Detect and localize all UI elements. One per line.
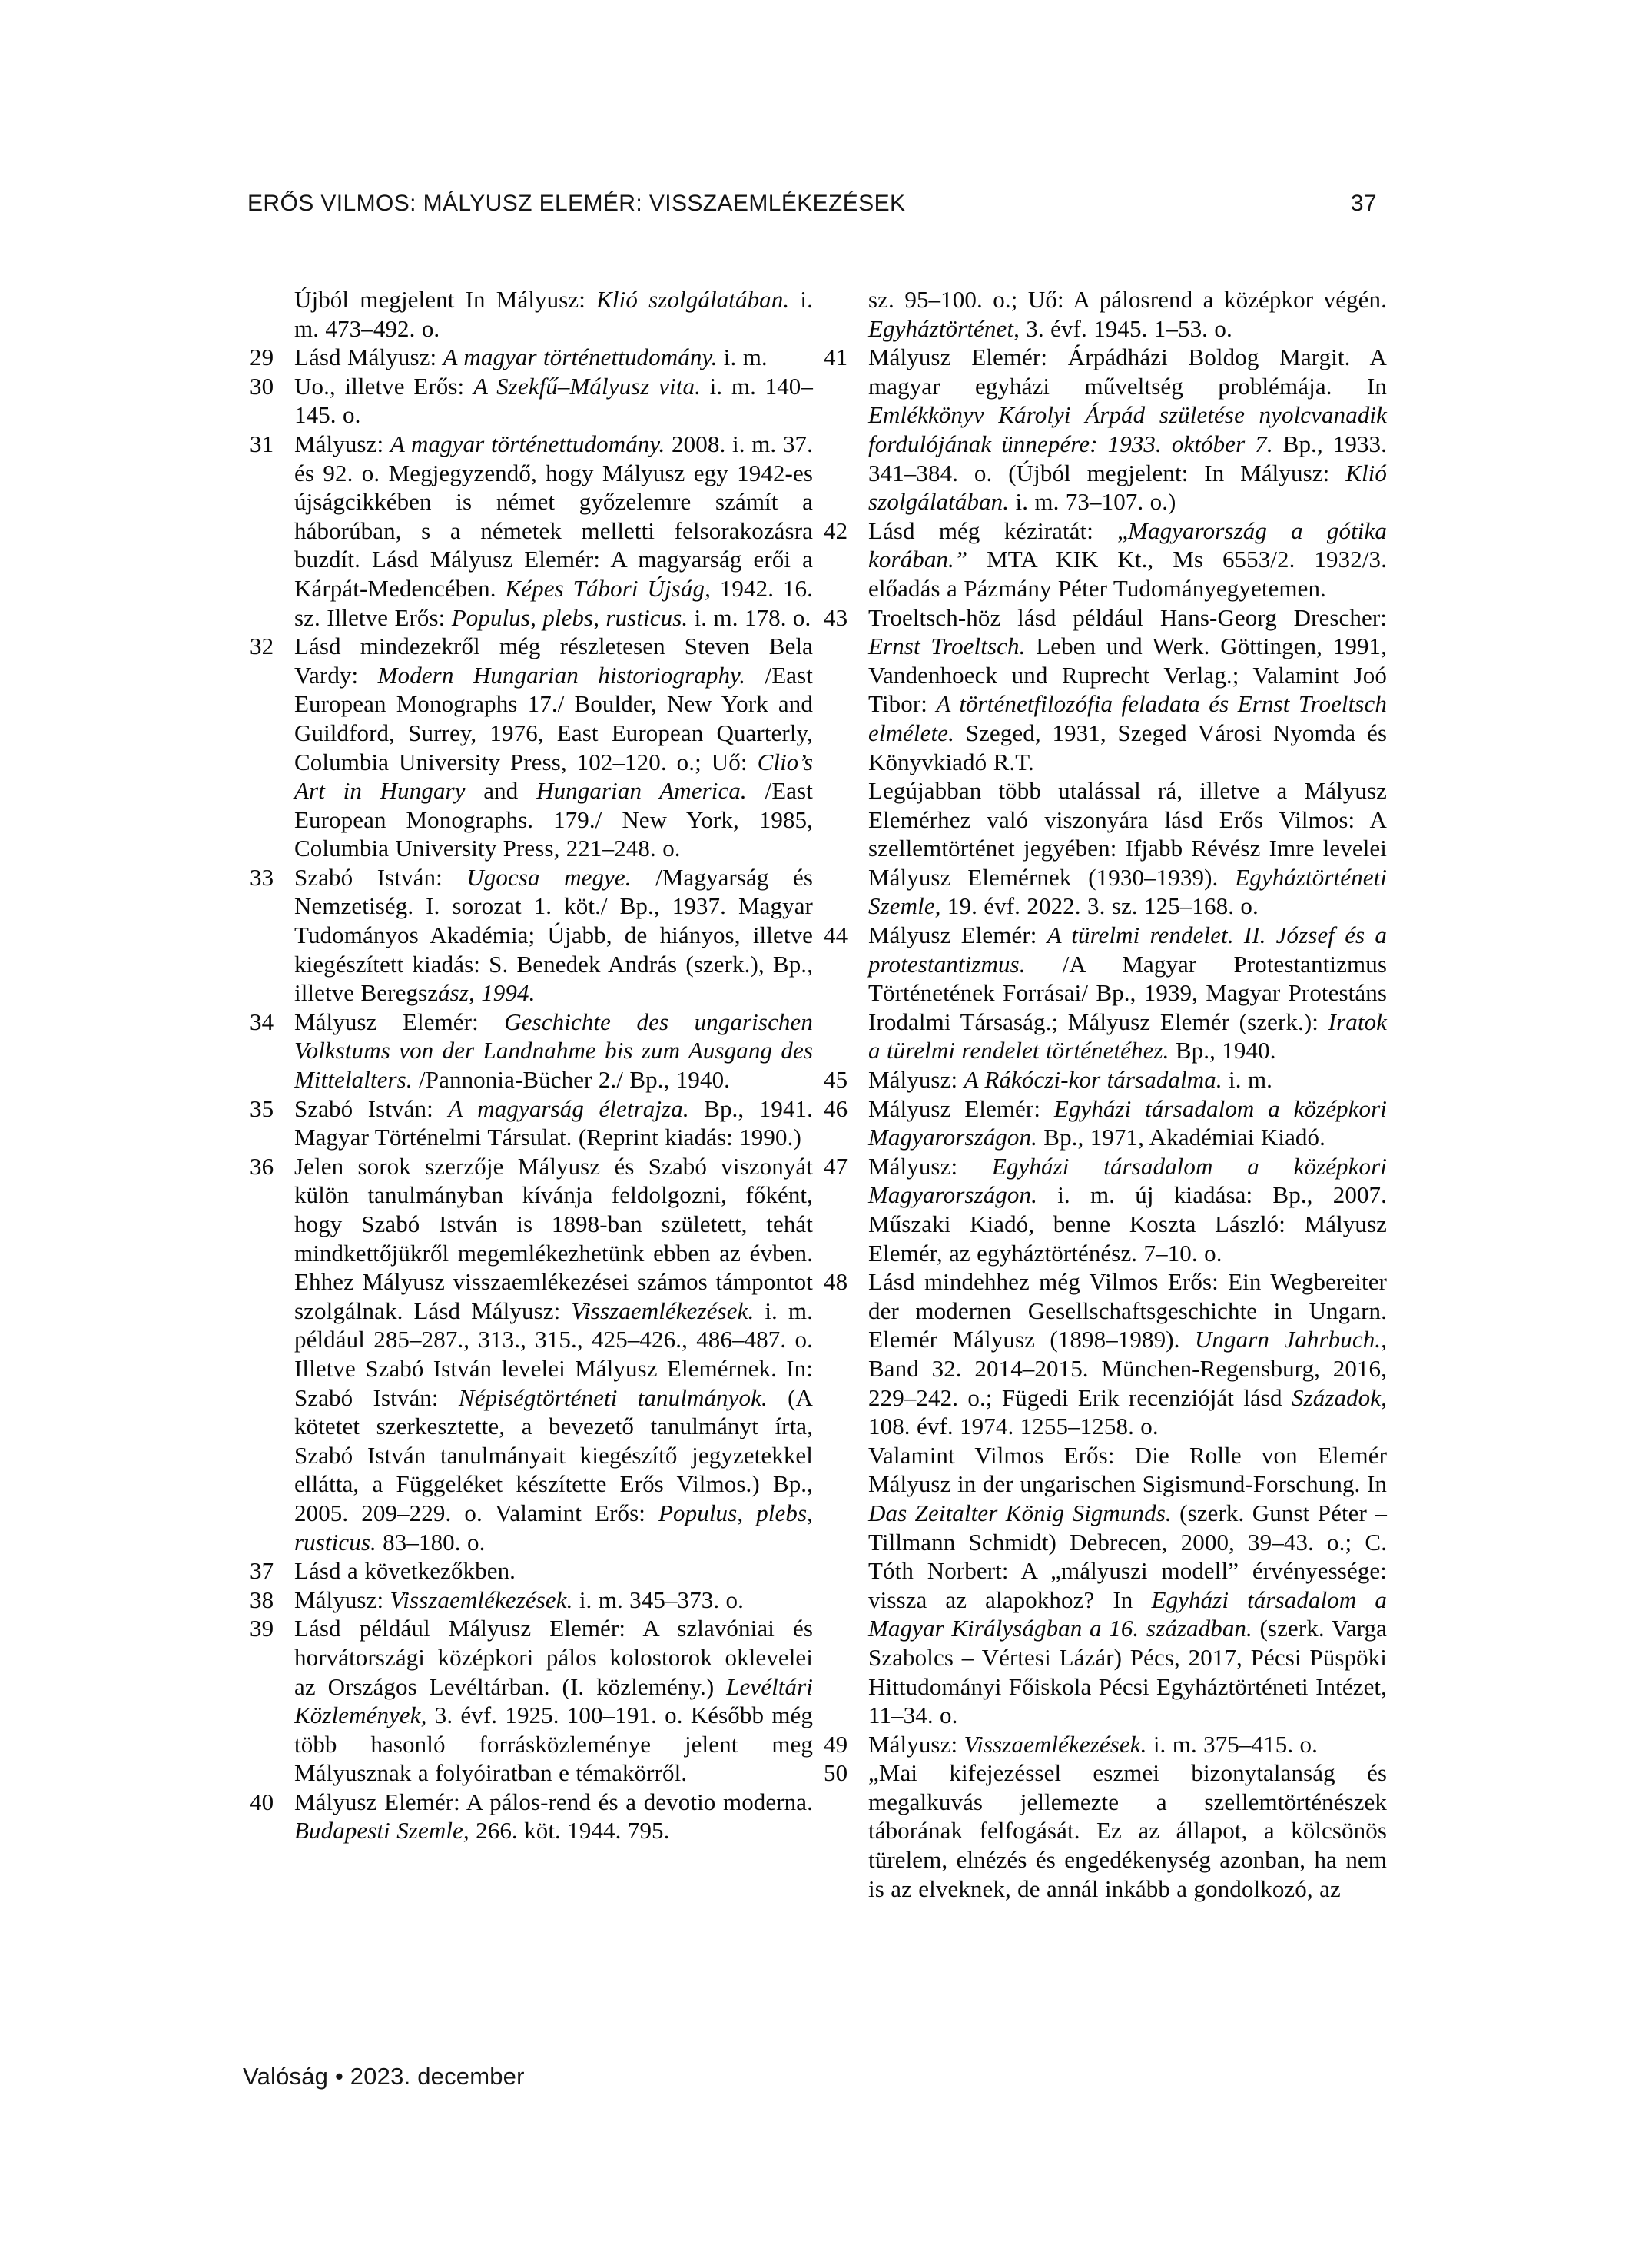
- footnote-number: 29: [250, 344, 274, 371]
- footnote-entry: [250, 372, 813, 430]
- footnote-number: 42: [824, 516, 848, 544]
- footnote-text: Troeltsch-höz lásd például Hans-Georg Drescher: Ernst Troeltsch. Leben und Werk. Göttingen, 1991, Vandenhoeck und Ruprecht Verlag.; Valamint Joó Tibor: A történetfilozófia feladata és Ernst Troeltsch elmélete. Szeged, 1931, Szeged Városi Nyomda és Könyvkiadó R.T.: [868, 603, 1387, 775]
- footnote-number: 32: [250, 633, 274, 660]
- footnote-entry: [250, 1094, 813, 1152]
- footnote-number: 50: [824, 1759, 848, 1787]
- footnote-text: Lásd Mályusz: A magyar történettudomány. i. m.: [294, 344, 768, 371]
- footnote-number: 41: [824, 344, 848, 371]
- footnote-entry: [250, 285, 813, 343]
- footnote-text: Lásd mindezekről még részletesen Steven Bela Vardy: Modern Hungarian historiography. /East European Monographs 17./ Boulder, New York and Guildford, Surrey, 1976, East European Quarterly, Columbia University Press, 102–120. o.; Uő: Clio’s Art in Hungary and Hungarian America. /East European Monographs. 179./ New York, 1985, Columbia University Press, 221–248. o.: [294, 633, 813, 862]
- footnote-text: Mályusz Elemér: Árpádházi Boldog Margit. A magyar egyházi műveltség problémája. In Emlékkönyv Károlyi Árpád születése nyolcvanadik fordulójának ünnepére: 1933. október 7. Bp., 1933. 341–384. o. (Újból megjelent: In Mályusz: Klió szolgálatában. i. m. 73–107. o.): [868, 344, 1387, 516]
- footnote-text: Mályusz Elemér: A türelmi rendelet. II. József és a protestantizmus. /A Magyar Protestantizmus Történetének Forrásai/ Bp., 1939, Magyar Protestáns Irodalmi Társaság.; Mályusz Elemér (szerk.): Iratok a türelmi rendelet történetéhez. Bp., 1940.: [868, 921, 1387, 1064]
- footnote-entry: [824, 1152, 1387, 1267]
- footnote-text: Lásd a következőkben.: [294, 1557, 516, 1585]
- footnote-text: Szabó István: A magyarság életrajza. Bp., 1941. Magyar Történelmi Társulat. (Reprint kiadás: 1990.): [294, 1094, 813, 1151]
- footnote-number: 45: [824, 1066, 848, 1094]
- footnote-text: Mályusz: A magyar történettudomány. 2008. i. m. 37. és 92. o. Megjegyzendő, hogy Mályusz egy 1942-es újságcikkében is német győzelemre számít a háborúban, s a németek melletti felsorakozásra buzdít. Lásd Mályusz Elemér: A magyarság erői a Kárpát-Medencében. Képes Tábori Újság, 1942. 16. sz. Illetve Erős: Populus, plebs, rusticus. i. m. 178. o.: [294, 430, 814, 631]
- journal-footer: Valóság • 2023. december: [243, 2063, 525, 2090]
- footnote-text: sz. 95–100. o.; Uő: A pálosrend a középkor végén. Egyháztörténet, 3. évf. 1945. 1–53. o.: [868, 286, 1387, 342]
- endnotes-column-right: [824, 285, 1387, 1903]
- footnote-text: Mályusz Elemér: Egyházi társadalom a középkori Magyarországon. Bp., 1971, Akadémiai Kiadó.: [868, 1094, 1387, 1151]
- footnote-number: 30: [250, 372, 274, 400]
- footnote-text: Mályusz: Visszaemlékezések. i. m. 375–415. o.: [868, 1730, 1318, 1758]
- footnote-entry: [250, 632, 813, 863]
- footnote-text: Lásd például Mályusz Elemér: A szlavóniai és horvátországi középkori pálos kolostorok oklevelei az Országos Levéltárban. (I. közlemény.) Levéltári Közlemények, 3. évf. 1925. 100–191. o. Később még több hasonló forrásközleménye jelent meg Mályusznak a folyóiratban e témakörről.: [294, 1615, 813, 1787]
- footnote-entry: [824, 1094, 1387, 1152]
- footnote-entry: [250, 1614, 813, 1788]
- footnote-entry: [824, 1441, 1387, 1730]
- footnote-text: Lásd mindehhez még Vilmos Erős: Ein Wegbereiter der modernen Gesellschaftsgeschichte in Ungarn. Elemér Mályusz (1898–1989). Ungarn Jahrbuch., Band 32. 2014–2015. München-Regensburg, 2016, 229–242. o.; Fügedi Erik recenzióját lásd Századok, 108. évf. 1974. 1255–1258. o.: [868, 1268, 1387, 1440]
- footnote-number: 35: [250, 1094, 274, 1122]
- footnote-entry: [250, 1788, 813, 1845]
- footnote-text: Mályusz: A Rákóczi-kor társadalma. i. m.: [868, 1066, 1273, 1094]
- footnote-number: 31: [250, 430, 274, 457]
- footnote-number: 34: [250, 1008, 274, 1035]
- footnote-text: Jelen sorok szerzője Mályusz és Szabó viszonyát külön tanulmányban kívánja feldolgozni, főként, hogy Szabó István is 1898-ban született, tehát mindkettőjükről megemlékezhetünk ebben az évben. Ehhez Mályusz visszaemlékezései számos támpontot szolgálnak. Lásd Mályusz: Visszaemlékezések. i. m. például 285–287., 313., 315., 425–426., 486–487. o. Illetve Szabó István levelei Mályusz Elemérnek. In: Szabó István: Népiségtörténeti tanulmányok. (A kötetet szerkesztette, a bevezető tanulmányt írta, Szabó István tanulmányait kiegészítő jegyzetekkel ellátta, a Függeléket készítette Erős Vilmos.) Bp., 2005. 209–229. o. Valamint Erős: Populus, plebs, rusticus. 83–180. o.: [294, 1152, 814, 1556]
- footnote-text: Lásd még kéziratát: „Magyarország a gótika korában.” MTA KIK Kt., Ms 6553/2. 1932/3. előadás a Pázmány Péter Tudományegyetemen.: [868, 516, 1387, 602]
- footnote-text: Mályusz: Egyházi társadalom a középkori Magyarországon. i. m. új kiadása: Bp., 2007. Műszaki Kiadó, benne Koszta László: Mályusz Elemér, az egyháztörténész. 7–10. o.: [868, 1152, 1387, 1267]
- footnote-number: 36: [250, 1152, 274, 1180]
- footnote-entry: [250, 1008, 813, 1094]
- footnote-number: 49: [824, 1730, 848, 1758]
- footnote-text: Mályusz: Visszaemlékezések. i. m. 345–373. o.: [294, 1586, 744, 1613]
- footnote-entry: [824, 1758, 1387, 1903]
- endnotes-column-left: [250, 285, 813, 1845]
- footnote-text: Mályusz Elemér: A pálos-rend és a devotio moderna. Budapesti Szemle, 266. köt. 1944. 795.: [294, 1788, 813, 1845]
- footnote-number: 40: [250, 1788, 274, 1815]
- page-number: 37: [1350, 191, 1377, 216]
- footnote-entry: [824, 603, 1387, 777]
- footnote-number: 37: [250, 1557, 274, 1585]
- footnote-entry: [250, 1586, 813, 1615]
- footnote-entry: [824, 516, 1387, 603]
- footnote-text: Uo., illetve Erős: A Szekfű–Mályusz vita. i. m. 140–145. o.: [294, 372, 813, 429]
- footnote-number: 43: [824, 603, 848, 631]
- footnote-number: 44: [824, 921, 848, 949]
- footnote-entry: [250, 863, 813, 1008]
- footnote-number: 38: [250, 1586, 274, 1613]
- footnote-number: 39: [250, 1615, 274, 1642]
- footnote-entry: [250, 343, 813, 372]
- footnote-number: 46: [824, 1094, 848, 1122]
- footnote-number: 33: [250, 863, 274, 891]
- footnote-entry: [250, 1556, 813, 1586]
- footnote-entry: [250, 430, 813, 632]
- footnote-entry: [824, 776, 1387, 921]
- footnote-entry: [824, 285, 1387, 343]
- footnote-text: Szabó István: Ugocsa megye. /Magyarság és Nemzetiség. I. sorozat 1. köt./ Bp., 1937. Magyar Tudományos Akadémia; Újabb, de hiányos, illetve kiegészített kiadás: S. Benedek András (szerk.), Bp., illetve Beregszász, 1994.: [294, 863, 813, 1007]
- footnote-text: Mályusz Elemér: Geschichte des ungarischen Volkstums von der Landnahme bis zum Ausgang des Mittelalters. /Pannonia-Bücher 2./ Bp., 1940.: [294, 1008, 813, 1094]
- footnote-number: 48: [824, 1268, 848, 1296]
- running-head: [247, 191, 1377, 217]
- footnote-entry: [824, 343, 1387, 516]
- running-head-title: ERŐS VILMOS: MÁLYUSZ ELEMÉR: VISSZAEMLÉKEZÉSEK: [247, 191, 906, 216]
- footnote-text: Újból megjelent In Mályusz: Klió szolgálatában. i. m. 473–492. o.: [294, 286, 813, 342]
- footnote-entry: [824, 921, 1387, 1065]
- footnote-text: Legújabban több utalással rá, illetve a Mályusz Elemérhez való viszonyára lásd Erős Vilmos: A szellemtörténet jegyében: Ifjabb Révész Imre levelei Mályusz Elemérnek (1930–1939). Egyháztörténeti Szemle, 19. évf. 2022. 3. sz. 125–168. o.: [868, 777, 1387, 920]
- footnote-entry: [824, 1065, 1387, 1094]
- footnote-entry: [824, 1267, 1387, 1441]
- footnote-text: Valamint Vilmos Erős: Die Rolle von Elemér Mályusz in der ungarischen Sigismund-Forschung. In Das Zeitalter König Sigmunds. (szerk. Gunst Péter – Tillmann Schmidt) Debrecen, 2000, 39–43. o.; C. Tóth Norbert: A „mályuszi modell” érvényessége: vissza az alapokhoz? In Egyházi társadalom a Magyar Királyságban a 16. században. (szerk. Varga Szabolcs – Vértesi Lázár) Pécs, 2017, Pécsi Püspöki Hittudományi Főiskola Pécsi Egyháztörténeti Intézet, 11–34. o.: [868, 1441, 1387, 1729]
- footnote-entry: [824, 1730, 1387, 1759]
- footnote-number: 47: [824, 1152, 848, 1180]
- footnote-text: „Mai kifejezéssel eszmei bizonytalanság és megalkuvás jellemezte a szellemtörténészek táborának felfogását. Ez az állapot, a kölcsönös türelem, elnézés és engedékenység azonban, ha nem is az elveknek, de annál inkább a gondolkozó, az: [868, 1759, 1387, 1902]
- footnote-entry: [250, 1152, 813, 1556]
